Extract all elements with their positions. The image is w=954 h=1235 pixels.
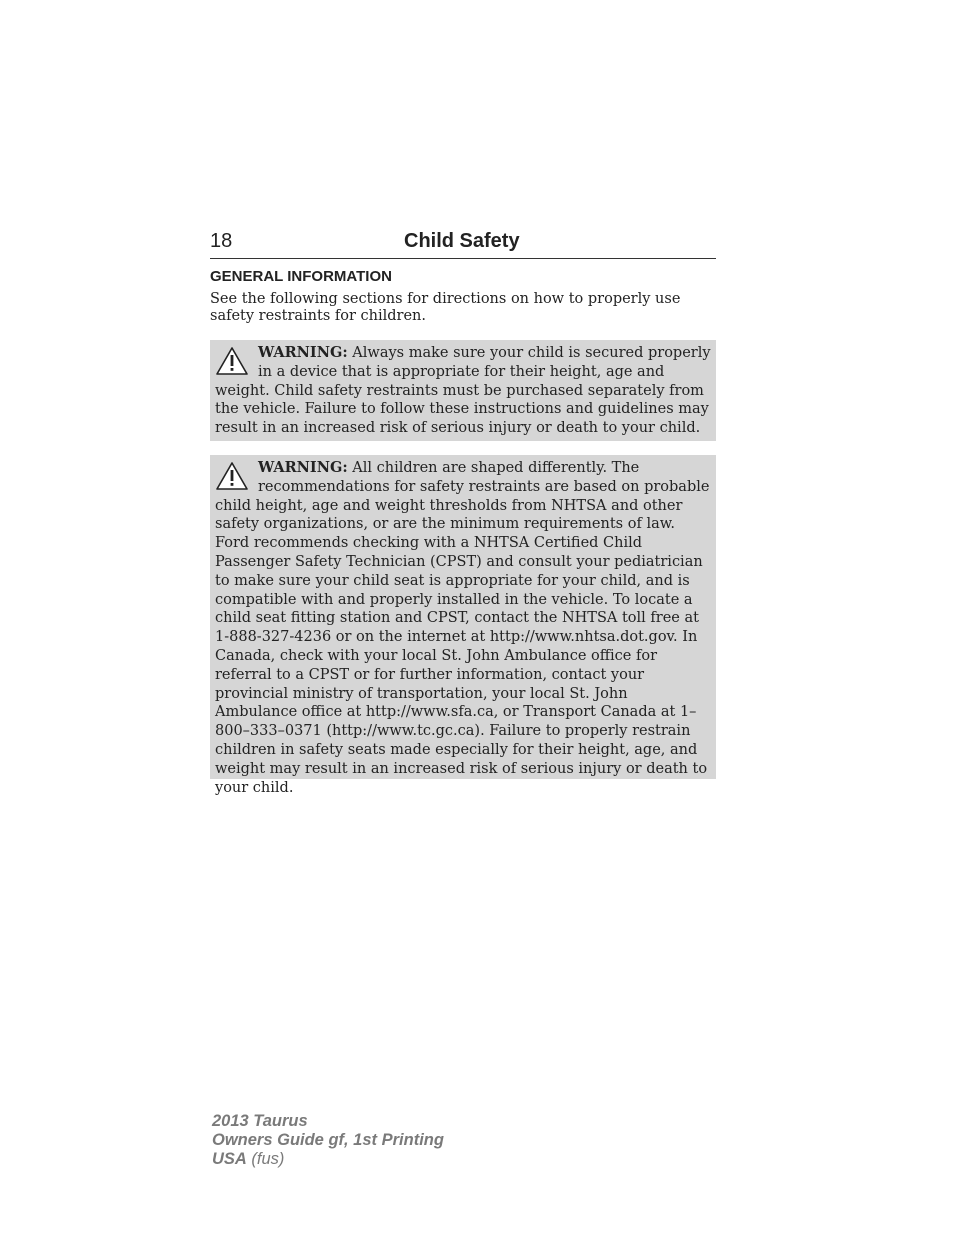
footer-model: 2013 Taurus	[212, 1112, 308, 1130]
warning-box	[210, 340, 716, 441]
page-header	[210, 230, 716, 259]
footer-region-code: (fus)	[246, 1150, 285, 1168]
warning-triangle-icon	[215, 461, 249, 491]
footer-guide: Owners Guide gf, 1st Printing	[212, 1131, 444, 1149]
intro-paragraph: See the following sections for directions on how to properly use safety restraints for children.	[210, 291, 681, 324]
warning-label: WARNING:	[258, 344, 348, 361]
page-number: 18	[210, 230, 233, 252]
warning-triangle-icon	[215, 346, 249, 376]
section-heading: GENERAL INFORMATION	[210, 268, 392, 285]
chapter-title: Child Safety	[404, 230, 520, 252]
warning-label: WARNING:	[258, 459, 348, 476]
footer-region	[212, 1150, 444, 1169]
warning-box	[210, 455, 716, 796]
document-footer	[212, 1112, 444, 1169]
footer-region-main: USA	[212, 1150, 247, 1168]
warning-text: All children are shaped differently. The recommendations for safety restraints are based on probable child height, age and weight thresholds from NHTSA and other safety organizations, or are the minimum requirements of law. Ford recommends checking with a NHTSA Certified Child Passenger Safety Technician (CPST) and consult your pediatrician to make sure your child seat is appropriate for your child, and is compatible with and properly installed in the vehicle. To locate a child seat fitting station and CPST, contact the NHTSA toll free at 1-888-327-4236 or on the internet at http://www.nhtsa.dot.gov. In Canada, check with your local St. John Ambulance office for referral to a CPST or for further information, contact your provincial ministry of transportation, your local St. John Ambulance office at http://www.sfa.ca, or Transport Canada at 1–800–333–0371 (http://www.tc.gc.ca). Failure to properly restrain children in safety seats made especially for their height, age, and weight may result in an increased risk of serious injury or death to your child.	[215, 460, 710, 796]
warning-text: Always make sure your child is secured properly in a device that is appropriate for their height, age and weight. Child safety restraints must be purchased separately from the vehicle. Failure to follow these instructions and guidelines may result in an increased risk of serious injury or death to your child.	[215, 345, 711, 437]
